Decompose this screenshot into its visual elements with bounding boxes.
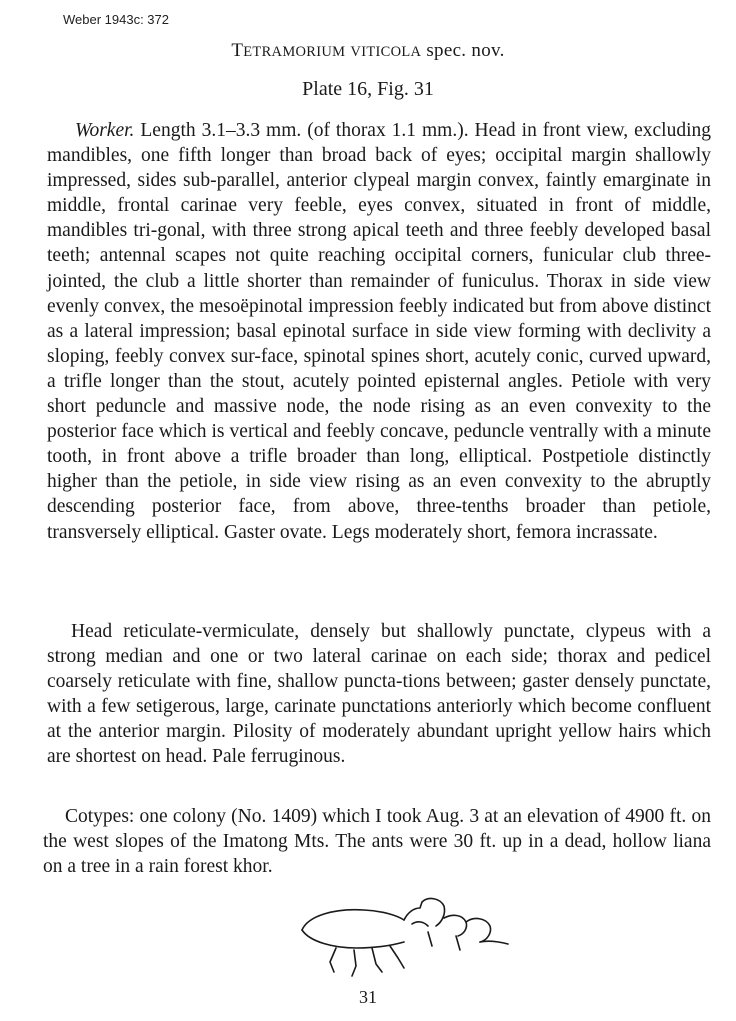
- worker-label: Worker.: [75, 120, 135, 141]
- figure-leg-1: [330, 948, 336, 972]
- figure-leg-2: [352, 950, 356, 976]
- figure-thorax-outline: [404, 899, 445, 926]
- figure-leg-6: [456, 936, 460, 950]
- figure-leg-3: [372, 948, 382, 972]
- figure-head-underside: [302, 930, 404, 948]
- page-number: 31: [359, 987, 377, 1007]
- figure-head-outline: [302, 910, 404, 930]
- figure-thorax-step: [412, 922, 428, 926]
- title-species: VITICOLA: [350, 44, 422, 60]
- title-genus-initial: T: [231, 40, 244, 61]
- figure-leg-4: [390, 946, 404, 968]
- species-title: [0, 40, 736, 62]
- cotypes-paragraph: Cotypes: one colony (No. 1409) which I took Aug. 3 at an elevation of 4900 ft. on the west slopes of the Imatong Mts. The ants were 30 ft. up in a dead, hollow liana on a tree in a rain forest khor.: [43, 806, 711, 878]
- figure-petiole: [444, 915, 467, 936]
- citation-label: Weber 1943c: 372: [63, 12, 169, 27]
- figure-leg-5: [428, 932, 432, 946]
- figure-postpetiole: [466, 919, 491, 942]
- ant-side-view-figure: [294, 892, 524, 982]
- worker-description-text: Length 3.1–3.3 mm. (of thorax 1.1 mm.). Head in front view, excluding mandibles, one fifth longer than broad back of eyes; occipital margin shallowly impressed, sides sub-parallel, anterior clypeal margin convex, faintly emarginate in middle, frontal carinae very feeble, eyes convex, situated in front of middle, mandibles tri-gonal, with three strong apical teeth and three feebly developed basal teeth; antennal scapes not quite reaching occipital corners, funicular club three-jointed, the club a little shorter than remainder of funiculus. Thorax in side view evenly convex, the mesoëpinotal impression feebly indicated but from above distinct as a lateral impression; basal epinotal surface in side view forming with declivity a sloping, feebly convex sur-face, spinotal spines short, acutely conic, curved upward, a trifle longer than the stout, acutely pointed episternal angles. Petiole with very short peduncle and massive node, the node rising as an even convexity to the posterior face which is vertical and feebly concave, peduncle ventrally with a minute tooth, in front above a trifle broader than long, elliptical. Postpetiole distinctly higher than the petiole, in side view rising as an even convexity to the abruptly descending posterior face, from above, three-tenths broader than petiole, transversely elliptical. Gaster ovate. Legs moderately short, femora incrassate.: [47, 120, 712, 543]
- sculpture-paragraph: Head reticulate-vermiculate, densely but shallowly punctate, clypeus with a strong median and one or two lateral carinae on each side; thorax and pedicel coarsely reticulate with fine, shallow puncta-tions between; gaster densely punctate, with a few setigerous, large, carinate punctations anteriorly which become confluent at the anterior margin. Pilosity of moderately abundant upright yellow hairs which are shortest on head. Pale ferruginous.: [47, 621, 711, 768]
- worker-description-paragraph: [47, 118, 711, 545]
- title-suffix: spec. nov.: [426, 40, 505, 61]
- plate-reference: Plate 16, Fig. 31: [302, 78, 434, 100]
- title-genus-rest: ETRAMORIUM: [243, 44, 346, 60]
- figure-gaster-line: [480, 941, 508, 944]
